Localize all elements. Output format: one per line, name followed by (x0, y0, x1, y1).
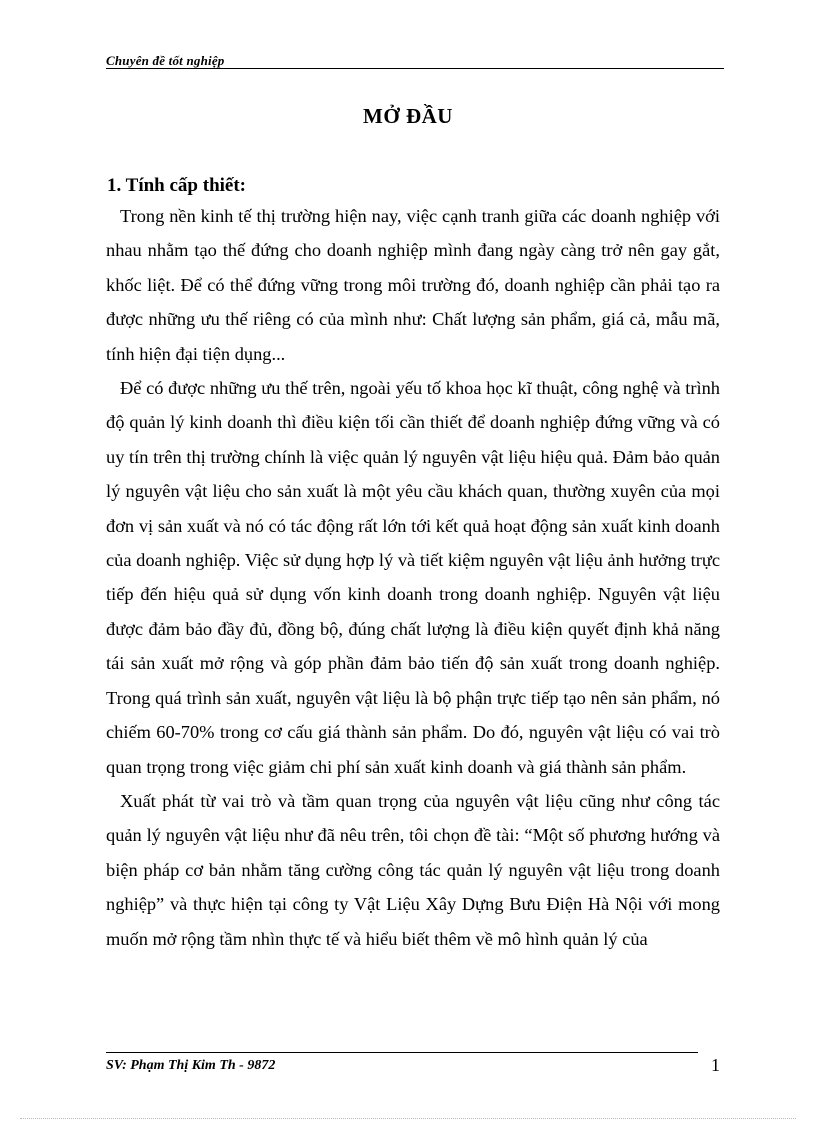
paragraph: Xuất phát từ vai trò và tầm quan trọng của nguyên vật liệu cũng như công tác quản lý nguyên vật liệu như đã nêu trên, tôi chọn đề tài: “Một số phương hướng và biện pháp cơ bản nhằm tăng cường công tác quản lý nguyên vật liệu trong doanh nghiệp” và thực hiện tại công ty Vật Liệu Xây Dựng Bưu Điện Hà Nội với mong muốn mở rộng tầm nhìn thực tế và hiểu biết thêm về mô hình quản lý của (106, 790, 720, 949)
footer-divider (106, 1052, 698, 1053)
paragraph: Trong nền kinh tế thị trường hiện nay, việc cạnh tranh giữa các doanh nghiệp với nhau nhằm tạo thế đứng cho doanh nghiệp mình đang ngày càng trở nên gay gắt, khốc liệt. Để có thể đứng vững trong môi trường đó, doanh nghiệp cần phải tạo ra được những ưu thế riêng có của mình như: Chất lượng sản phẩm, giá cả, mẫu mã, tính hiện đại tiện dụng... (106, 206, 720, 364)
page-header (106, 52, 724, 69)
paragraph: Để có được những ưu thế trên, ngoài yếu tố khoa học kĩ thuật, công nghệ và trình độ quản lý kinh doanh thì điều kiện tối cần thiết để doanh nghiệp đứng vững và có uy tín trên thị trường chính là việc quản lý nguyên vật liệu hiệu quả. Đảm bảo quản lý nguyên vật liệu cho sản xuất là một yêu cầu khách quan, thường xuyên của mọi đơn vị sản xuất và nó có tác động rất lớn tới kết quả hoạt động sản xuất kinh doanh của doanh nghiệp. Việc sử dụng hợp lý và tiết kiệm nguyên vật liệu ảnh hưởng trực tiếp đến hiệu quả sử dụng vốn kinh doanh trong doanh nghiệp. Nguyên vật liệu được đảm bảo đầy đủ, đồng bộ, đúng chất lượng là điều kiện quyết định khả năng tái sản xuất mở rộng và góp phần đảm bảo tiến độ sản xuất trong doanh nghiệp. Trong quá trình sản xuất, nguyên vật liệu là bộ phận trực tiếp tạo nên sản phẩm, nó chiếm 60-70% trong cơ cấu giá thành sản phẩm. Do đó, nguyên vật liệu có vai trò quan trọng trong việc giảm chi phí sản xuất kinh doanh và giá thành sản phẩm. (106, 378, 720, 777)
body-text (106, 199, 720, 956)
footer-author: SV: Phạm Thị Kim Th - 9872 (106, 1058, 276, 1073)
page-number: 1 (711, 1055, 720, 1075)
page-bottom-border (20, 1118, 796, 1119)
section-heading: 1. Tính cấp thiết: (107, 175, 247, 196)
document-title: MỞ ĐẦU (363, 104, 453, 128)
header-text: Chuyên đề tốt nghiệp (106, 53, 225, 68)
